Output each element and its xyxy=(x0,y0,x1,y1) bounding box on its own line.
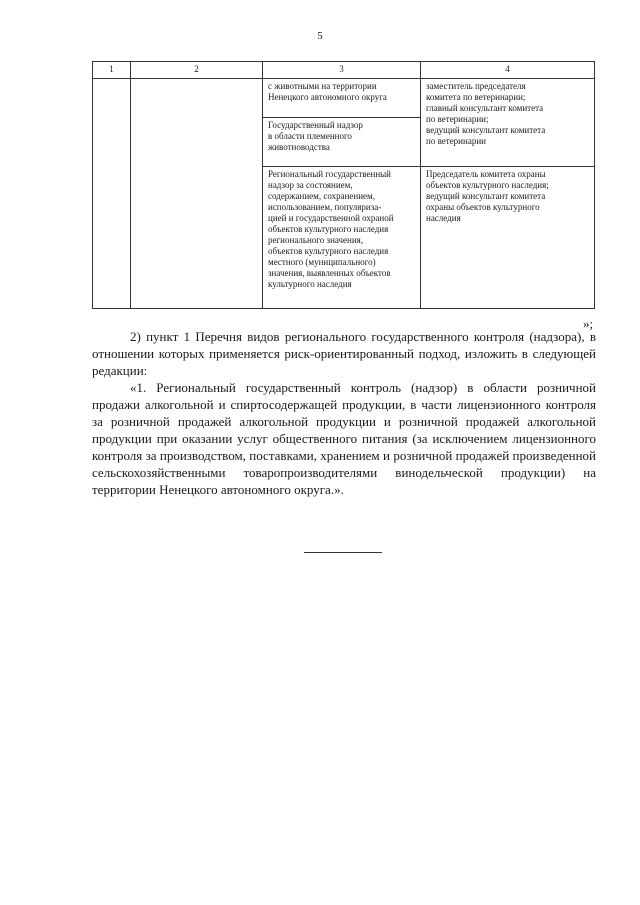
paragraph-new-text: «1. Региональный государственный контроль (надзор) в области розничной продажи алкогольной и спиртосодержащей продукции, в части лицензионного контроля за розничной продажей алкогольной продукции и розничной продажей алкогольной продукции при оказании услуг общественного питания (за исключением лицензионного контроля за производством, поставками, хранением и розничной продажей произведенной сельскохозяйственными товаропроизводителями винодельческой продукции) на территории Ненецкого автономного округа.». xyxy=(92,380,596,497)
table-header-row xyxy=(93,62,595,79)
table-row xyxy=(93,79,595,118)
table-cell-col-3 xyxy=(263,167,421,309)
table-cell-col-3 xyxy=(263,79,421,118)
cell-text: Председатель комитета охраны объектов культурного наследия; ведущий консультант комитета охраны объектов культурного наследия xyxy=(426,169,549,223)
closing-quote: »; xyxy=(583,316,594,331)
table-cell-col-3 xyxy=(263,118,421,167)
cell-text: с животными на территории Ненецкого автономного округа xyxy=(268,81,387,102)
paragraph-amendment: 2) пункт 1 Перечня видов регионального государственного контроля (надзора), в отношении которых применяется риск-ориентированный подход, изложить в следующей редакции: xyxy=(92,329,596,378)
page-number: 5 xyxy=(317,30,323,42)
control-table xyxy=(92,61,595,309)
header-col-4: 4 xyxy=(421,62,595,79)
header-col-2: 2 xyxy=(131,62,263,79)
table-cell-col-2 xyxy=(131,79,263,309)
cell-text: Государственный надзор в области племенного животноводства xyxy=(268,120,363,152)
table-cell-col-4 xyxy=(421,167,595,309)
header-col-1: 1 xyxy=(93,62,131,79)
cell-text: заместитель председателя комитета по ветеринарии; главный консультант комитета по ветеринарии; ведущий консультант комитета по ветеринарии xyxy=(426,81,546,146)
table-cell-col-4 xyxy=(421,79,595,167)
header-col-3: 3 xyxy=(263,62,421,79)
end-divider xyxy=(304,552,382,553)
cell-text: Региональный государственный надзор за состоянием, содержанием, сохранением, использованием, популяриза- цией и государственной охраной объектов культурного наследия регионального значения, объектов культурного наследия местного (муниципального) значения, выявленных объектов культурного наследия xyxy=(268,169,394,289)
table-cell-col-1 xyxy=(93,79,131,309)
